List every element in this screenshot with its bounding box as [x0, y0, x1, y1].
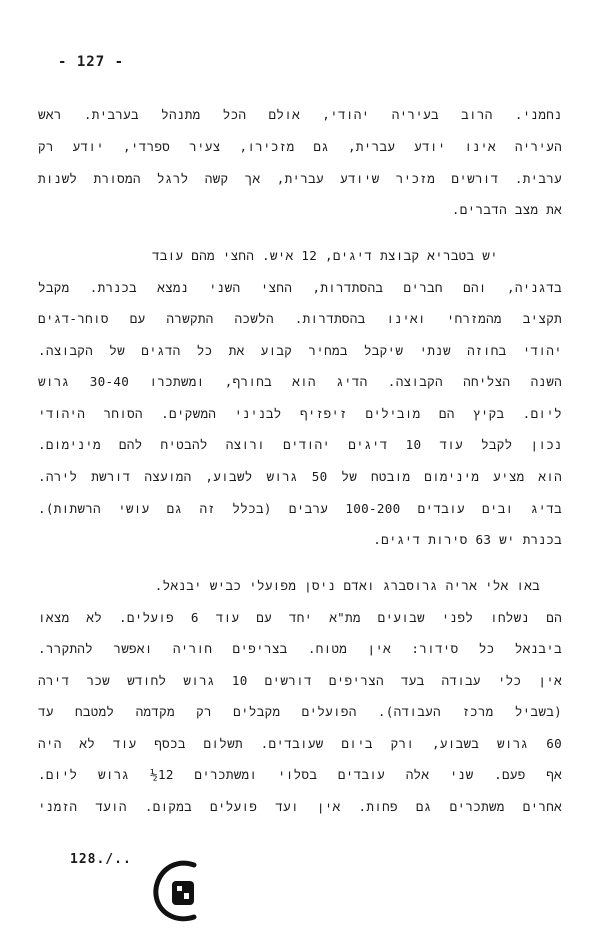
- text-line: בדגניה, והם חברים בהסתדרות, החצי השני נמצא בכנרת. מקבל: [38, 280, 562, 295]
- text-line: הם נשלחו לפני שבועים מת"א יחד עם עוד 6 פועלים. לא מצאו: [38, 610, 562, 625]
- text-line: אין כלי עבודה בעד הצריפים דורשים 10 גרוש לחודש שכר דירה: [38, 673, 563, 688]
- text-line: יש בטבריא קבוצת דיגים, 12 איש. החצי מהם עובד: [151, 248, 498, 263]
- text-line: נכון לקבל עוד 10 דיגים יהודים ורוצה להבטיח להם מינימום.: [38, 437, 562, 452]
- text-line: ביבנאל כל סידור: אין מטוח. בצריפים חוריה ואפשר להתקרר.: [38, 641, 562, 656]
- text-line: (בשביל מרכז העבודה). הפועלים מקבלים רק מקדמה למטבח עד: [38, 704, 562, 719]
- text-line: אף פעם. שני אלה עובדים בסלוי ומשתכרים 12½ גרוש ליום.: [38, 767, 563, 782]
- text-line: העיריה אינו יודע עברית, גם מזכירו, צעיר ספרדי, יודע רק: [38, 139, 562, 154]
- text-line: נחמני. הרוב בעיריה יהודי, אולם הכל מתנהל בערבית. ראש: [38, 107, 562, 122]
- page-number: - 127 -: [58, 54, 125, 70]
- text-line: את מצב הדברים.: [451, 202, 562, 217]
- text-line: 60 גרוש בשבוע, ורק ביום שעובדים. תשלום בכסף עוד לא היה: [38, 736, 562, 751]
- text-line: יהודי בחוזה שנתי שיקבל במחיר קבוע את כל הדגים של הקבוצה.: [38, 343, 562, 358]
- text-line: הוא מציע מינימום מובטח של 50 גרוש לשבוע, המועצה דורשת לירה.: [38, 469, 562, 484]
- text-line: אחרים משתכרים גם פחות. אין ועד פועלים במקום. הועד הזמני: [38, 799, 562, 814]
- next-page-marker: 128./..: [70, 852, 132, 867]
- text-line: בדיג ובים עובדים 100-200 ערבים (בכלל זה גם עושי הרשתות).: [38, 501, 562, 516]
- archive-stamp-icon: [150, 855, 212, 925]
- text-line: השנה הצליחה הקבוצה. הדיג הוא בחורף, ומשתכרו 30-40 גרוש: [38, 374, 563, 389]
- text-line: ערבית. דורשים מזכיר שיודע עברית, אך קשה לרגל המסורת לשנות: [38, 171, 562, 186]
- text-line: בכנרת יש 63 סירות דיגים.: [373, 532, 562, 547]
- text-line: ליום. בקיץ הם מובילים זיפזיף לבניני המשקים. הסוחר היהודי: [38, 406, 562, 421]
- text-line: באו אלי אריה גרוסברג ואדם ניסן מפועלי כביש יבנאל.: [154, 578, 540, 593]
- text-line: תקציב מהמזרחי ואינו בהסתדרות. הלשכה התקשרה עם סוחר-דגים: [38, 311, 562, 326]
